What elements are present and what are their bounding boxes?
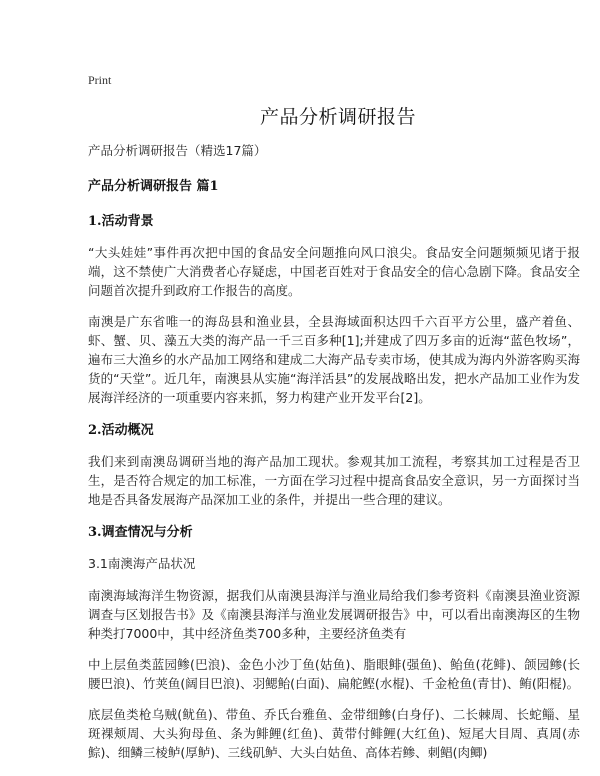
section-heading: 2.活动概况 [88,423,154,438]
document-page [88,73,580,774]
section-heading: 1.活动背景 [88,214,154,229]
subsection-heading: 3.1南澳海产品状况 [88,556,196,571]
chapter-heading: 产品分析调研报告 篇1 [88,179,219,194]
document-title: 产品分析调研报告 [259,106,416,128]
paragraph: 南澳是广东省唯一的海岛县和渔业县，全县海域面积达四千六百平方公里，盛产着鱼、虾、蟹、贝、藻五大类的海产品一千三百多种[1];并建成了四万多亩的近海“蓝色牧场”，遍布三大渔乡的水产品加工网络和建成二大海产品专卖市场，使其成为海内外游客购买海货的“天堂”。近几年，南澳县从实施“海洋活县”的发展战略出发，把水产品加工业作为发展海洋经济的一项重要内容来抓，努力构建产业开发平台[2]。 [88,314,580,405]
document-subtitle: 产品分析调研报告（精选17篇） [88,143,267,158]
print-label: Print [88,73,112,87]
paragraph: 底层鱼类枪乌贼(鱿鱼)、带鱼、乔氏台雅鱼、金带细鲹(白身仔)、二长棘周、长蛇鲻、星斑裸颊周、大头狗母鱼、条为鲱鲤(红鱼)、黄带付鲱鲤(大红鱼)、短尾大目周、真周(赤鯮)、细鳞三棱鲈(厚鲈)、三线矶鲈、大头白姑鱼、高体若鲹、刺鲳(肉鲫) [88,707,580,760]
paragraph: 我们来到南澳岛调研当地的海产品加工现状。参观其加工流程，考察其加工过程是否卫生，是否符合规定的加工标准，一方面在学习过程中提高食品安全意识，另一方面探讨当地是否具备发展海产品深加工业的条件，并提出一些合理的建议。 [88,454,580,507]
section-background [88,210,580,407]
section-overview [88,419,580,509]
paragraph: 南澳海域海洋生物资源，据我们从南澳县海洋与渔业局给我们参考资料《南澳县渔业资源调查与区划报告书》及《南澳县海洋与渔业发展调研报告》中，可以看出南澳海区的生物种类打7000中，其中经济鱼类700多种，主要经济鱼类有 [88,588,580,641]
section-investigation [88,521,580,762]
paragraph: “大头娃娃”事件再次把中国的食品安全问题推向风口浪尖。食品安全问题频频见诸于报端，这不禁使广大消费者心存疑虑，中国老百姓对于食品安全的信心急剧下降。食品安全问题首次提升到政府工作报告的高度。 [88,245,580,298]
paragraph: 中上层鱼类蓝园鲹(巴浪)、金色小沙丁鱼(姑鱼)、脂眼鲱(强鱼)、鲐鱼(花鲱)、颌园鲹(长腰巴浪)、竹荚鱼(阔目巴浪)、羽鳃鲐(白面)、扁舵鲣(水棍)、千金枪鱼(青甘)、鲔(阳棍)。 [88,657,580,691]
section-heading: 3.调查情况与分析 [88,525,193,540]
